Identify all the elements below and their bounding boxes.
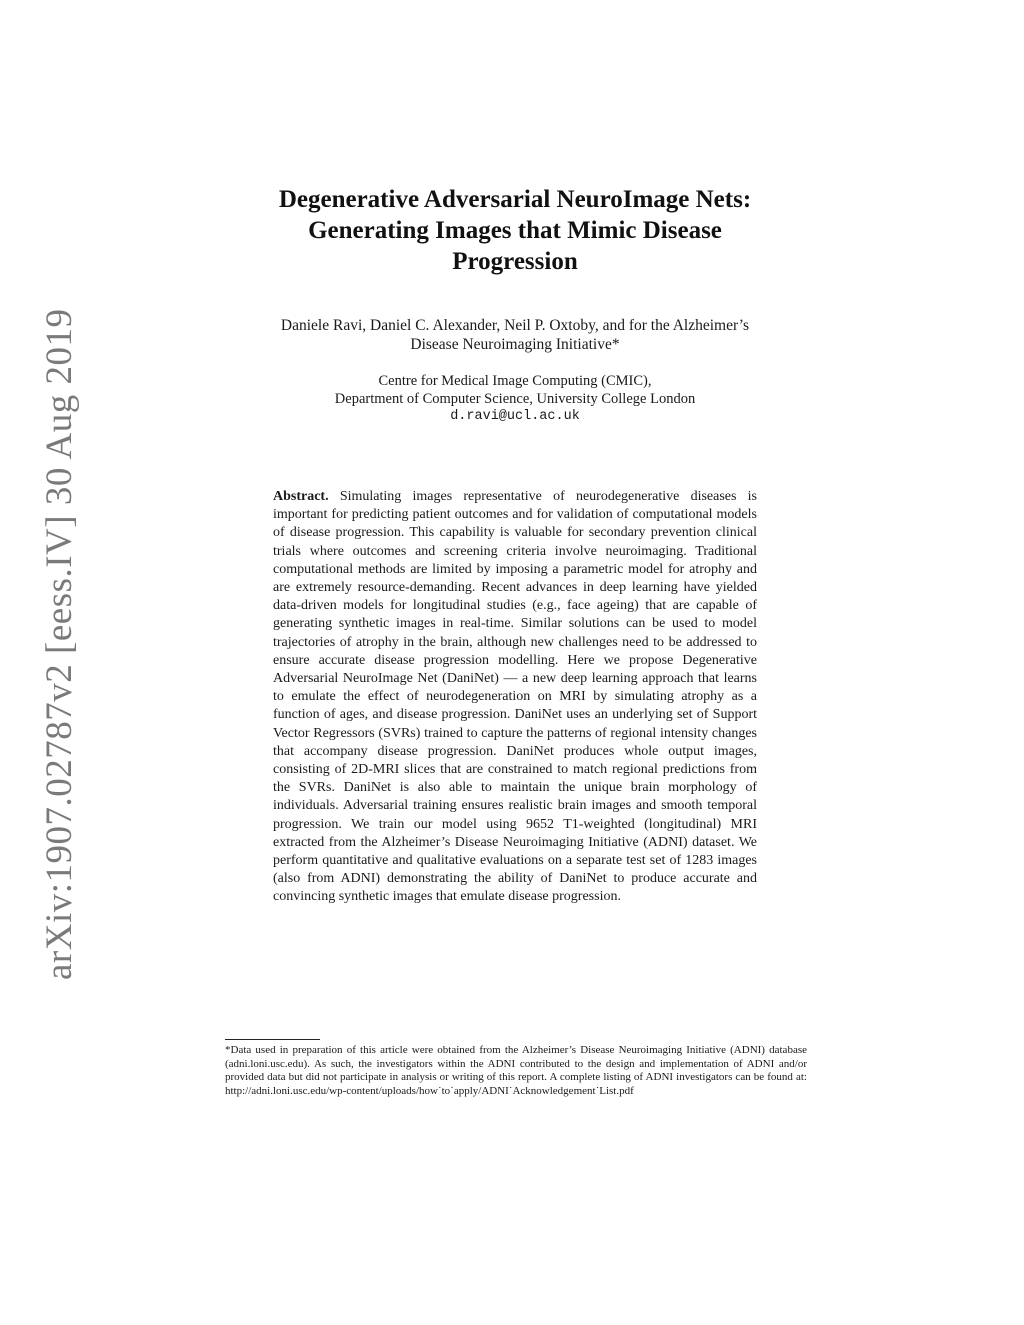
paper-title — [210, 184, 820, 277]
arxiv-identifier-stamp: arXiv:1907.02787v2 [eess.IV] 30 Aug 2019 — [39, 308, 80, 980]
abstract-text: Simulating images representative of neurodegenerative diseases is important for predicting patient outcomes and for validation of computational models of disease progression. This capability is valuable for secondary prevention clinical trials where outcomes and screening criteria involve neuroimaging. Traditional computational methods are limited by imposing a parametric model for atrophy and are extremely resource-demanding. Recent advances in deep learning have yielded data-driven models for longitudinal studies (e.g., face ageing) that are capable of generating synthetic images in real-time. Similar solutions can be used to model trajectories of atrophy in the brain, although new challenges need to be addressed to ensure accurate disease progression modelling. Here we propose Degenerative Adversarial NeuroImage Net (DaniNet) — a new deep learning approach that learns to emulate the effect of neurodegeneration on MRI by simulating atrophy as a function of ages, and disease progression. DaniNet uses an underlying set of Support Vector Regressors (SVRs) trained to capture the patterns of regional intensity changes that accompany disease progression. DaniNet produces whole output images, consisting of 2D-MRI slices that are constrained to match regional predictions from the SVRs. DaniNet is also able to maintain the unique brain morphology of individuals. Adversarial training ensures realistic brain images and smooth temporal progression. We train our model using 9652 T1-weighted (longitudinal) MRI extracted from the Alzheimer’s Disease Neuroimaging Initiative (ADNI) dataset. We perform quantitative and qualitative evaluations on a separate test set of 1283 images (also from ADNI) demonstrating the ability of DaniNet to produce accurate and convincing synthetic images that emulate disease progression. — [273, 489, 757, 905]
title-line-1: Degenerative Adversarial NeuroImage Nets: — [278, 186, 752, 213]
authors-line-2: Disease Neuroimaging Initiative* — [410, 336, 620, 353]
title-line-2: Generating Images that Mimic Disease — [308, 217, 722, 244]
affiliation-line-2: Department of Computer Science, University College London — [334, 391, 696, 407]
footnote: *Data used in preparation of this article were obtained from the Alzheimer’s Disease Neuroimaging Initiative (ADNI) database (adni.loni.usc.edu). As such, the investigators within the ADNI contributed to the design and implementation of ADNI and/or provided data but did not participate in analysis or writing of this report. A complete listing of ADNI investigators can be found at: http://adni.loni.usc.edu/wp-content/uploads/how˙to˙apply/ADNI˙Acknowledgement˙List.pdf — [225, 1044, 807, 1097]
abstract-label: Abstract. — [273, 489, 329, 504]
author-email: d.ravi@ucl.ac.uk — [450, 409, 580, 424]
affiliation — [210, 372, 820, 426]
author-list — [210, 316, 820, 354]
affiliation-line-1: Centre for Medical Image Computing (CMIC), — [378, 373, 652, 389]
title-line-3: Progression — [452, 248, 578, 275]
authors-line-1: Daniele Ravi, Daniel C. Alexander, Neil P. Oxtoby, and for the Alzheimer’s — [280, 317, 750, 334]
abstract — [273, 488, 757, 907]
footnote-divider — [225, 1039, 320, 1040]
